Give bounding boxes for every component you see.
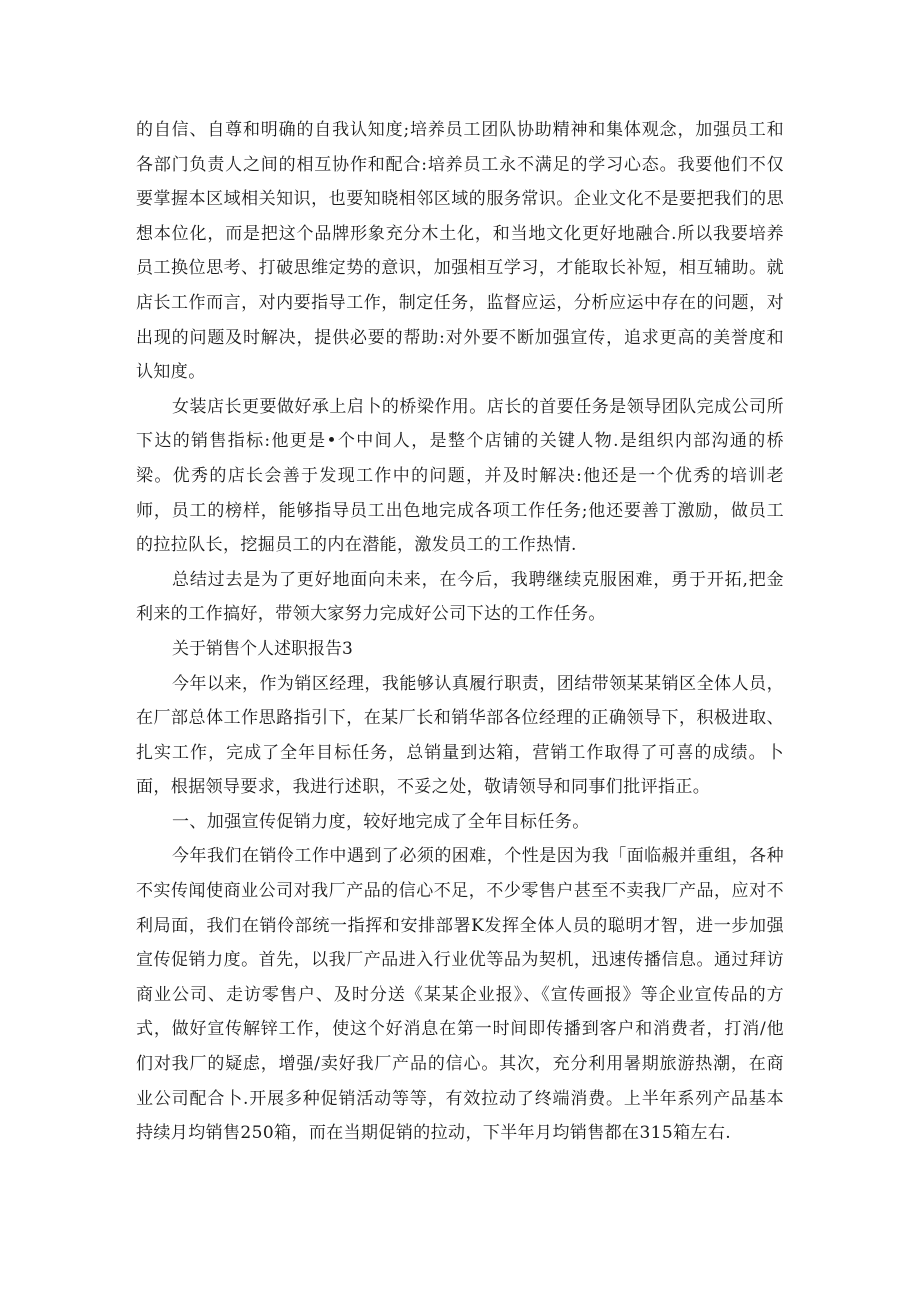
- paragraph-promotion-details: 今年我们在销伶工作中遇到了必须的困难，个性是因为我「面临赧并重组，各种不实传闻使商业公司对我厂产品的信心不足，不少零售户甚至不卖我厂产品，应对不利局面，我们在销伶部统一指挥和安排部署K发挥全体人员的聪明才智，进一步加强宣传促销力度。首先，以我厂产品进入行业优等品为契机，迅速传播信息。通过拜访商业公司、走访零售户、及时分送《某某企业报》、《宣传画报》等企业宣传品的方式，做好宣传解锌工作，使这个好消息在第一时间即传播到客户和消费者，打消/他们对我厂的疑虑，增强/卖好我厂产品的信心。其次，充分利用暑期旅游热潮，在商业公司配合卜.开展多种促销活动等等，有效拉动了终端消费。上半年系列产品基本持续月均销售250箱，而在当期促销的拉动，下半年月均销售都在315箱左右.: [136, 846, 784, 1144]
- document-page: [136, 113, 784, 1151]
- paragraph-summary-future: 总结过去是为了更好地面向未来，在今后，我聘继续克服困难，勇于开拓,把金利来的工作搞好，带领大家努力完成好公司下达的工作任务。: [136, 569, 784, 625]
- subheading-promotion: 一、加强宣传促销力度，较好地完成了全年目标任务。: [172, 811, 590, 832]
- paragraph-report-intro: 今年以来，作为销区经理，我能够认真履行职责，团结带领某某销区全体人员，在厂部总体工作思路指引下，在某厂长和销华部各位经理的正确领导下，积极进取、扎实工作，完成了全年目标任务，总销量到达箱，营销工作取得了可喜的成绩。卜面，根据领导要求，我进行述职，不妥之处，敬请领导和同事们批评指正。: [136, 673, 784, 798]
- paragraph-continuation: 的自信、自尊和明确的自我认知度;培养员工团队协助精神和集体观念，加强员工和各部门负责人之间的相互协作和配合:培养员工永不满足的学习心态。我要他们不仅要掌握本区域相关知识，也要知晓相邻区域的服务常识。企业文化不是要把我们的思想本位化，而是把这个品牌形象充分木土化，和当地文化更好地融合.所以我要培养员工换位思考、打破思维定势的意识，加强相互学习，才能取长补短，相互辅助。就店长工作而言，对内要指导工作，制定任务，监督应运，分析应运中存在的问题，对出现的问题及时解决，提供必要的帮助:对外要不断加强宣传，追求更高的美誉度和认知度。: [136, 120, 784, 383]
- paragraph-store-manager-role: 女装店长更要做好承上启卜的桥梁作用。店长的首要任务是领导团队完成公司所下达的销售指标:他更是•个中间人，是整个店铺的关键人物.是组织内部沟通的桥梁。优秀的店长会善于发现工作中的问题，并及时解决:他还是一个优秀的培训老师，员工的榜样，能够指导员工出色地完成各项工作任务;他还要善丁激励，做员工的拉拉队长，挖掘员工的内在潜能，激发员工的工作热情.: [136, 396, 784, 556]
- section-title-report-3: 关于销售个人述职报告3: [172, 638, 353, 659]
